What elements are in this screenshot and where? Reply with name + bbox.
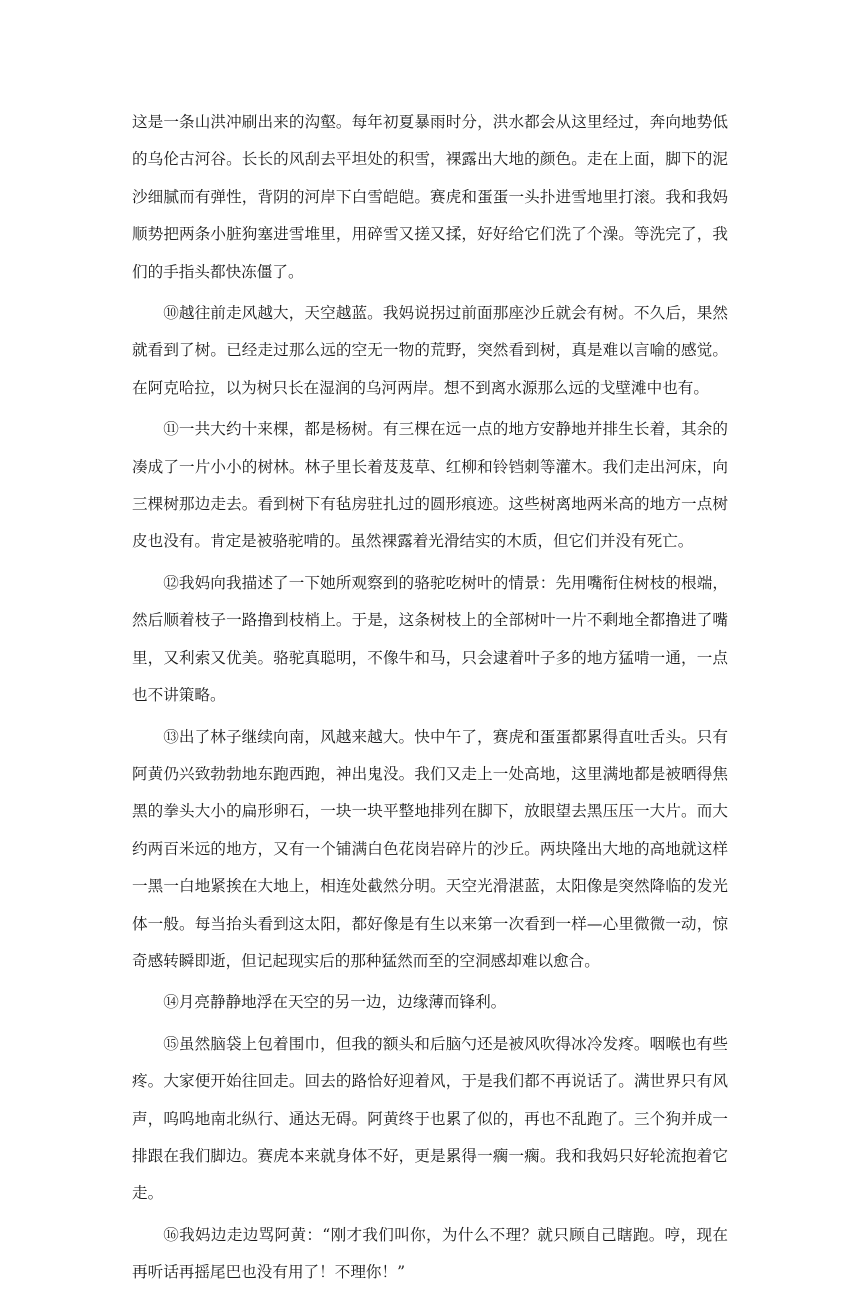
paragraph-14: ⑭月亮静静地浮在天空的另一边，边缘薄而锋利。 (163, 993, 507, 1012)
document-page (132, 104, 728, 1292)
paragraph-11: ⑪一共大约十来棵，都是杨树。有三棵在远一点的地方安静地并排生长着，其余的凑成了一片小小的树林。林子里长着芨芨草、红柳和铃铛刺等灌木。我们走出河床，向三棵树那边走去。看到树下有毡房驻扎过的圆形痕迹。这些树离地两米高的地方一点树皮也没有。肯定是被骆驼啃的。虽然裸露着光滑结实的木质，但它们并没有死亡。 (132, 420, 728, 551)
paragraph-13: ⑬出了林子继续向南，风越来越大。快中午了，赛虎和蛋蛋都累得直吐舌头。只有阿黄仍兴致勃勃地东跑西跑，神出鬼没。我们又走上一处高地，这里满地都是被晒得焦黑的拳头大小的扁形卵石，一块一块平整地排列在脚下，放眼望去黑压压一大片。而大约两百米远的地方，又有一个铺满白色花岗岩碎片的沙丘。两块隆出大地的高地就这样一黑一白地紧挨在大地上，相连处截然分明。天空光滑湛蓝，太阳像是突然降临的发光体一般。每当抬头看到这太阳，都好像是有生以来第一次看到一样—心里微微一动，惊奇感转瞬即逝，但记起现实后的那种猛然而至的空洞感却难以愈合。 (132, 727, 728, 970)
paragraph-15: ⑮虽然脑袋上包着围巾，但我的额头和后脑勺还是被风吹得冰冷发疼。咽喉也有些疼。大家便开始往回走。回去的路恰好迎着风，于是我们都不再说话了。满世界只有风声，呜呜地南北纵行、通达无碍。阿黄终于也累了似的，再也不乱跑了。三个狗并成一排跟在我们脚边。赛虎本来就身体不好，更是累得一瘸一瘸。我和我妈只好轮流抱着它走。 (132, 1034, 728, 1203)
paragraph-9-continuation: 这是一条山洪冲刷出来的沟壑。每年初夏暴雨时分，洪水都会从这里经过，奔向地势低的乌伦古河谷。长长的风刮去平坦处的积雪，裸露出大地的颜色。走在上面，脚下的泥沙细腻而有弹性，背阴的河岸下白雪皑皑。赛虎和蛋蛋一头扑进雪地里打滚。我和我妈顺势把两条小脏狗塞进雪堆里，用碎雪又搓又揉，好好给它们洗了个澡。等洗完了，我们的手指头都快冻僵了。 (132, 113, 728, 281)
paragraph-16: ⑯我妈边走边骂阿黄：“刚才我们叫你，为什么不理？就只顾自己瞎跑。哼，现在再听话再摇尾巴也没有用了！不理你！” (132, 1225, 728, 1282)
paragraph-10: ⑩越往前走风越大，天空越蓝。我妈说拐过前面那座沙丘就会有树。不久后，果然就看到了树。已经走过那么远的空无一物的荒野，突然看到树，真是难以言喻的感觉。在阿克哈拉，以为树只长在湿润的乌河两岸。想不到离水源那么远的戈壁滩中也有。 (132, 304, 728, 397)
paragraph-12: ⑫我妈向我描述了一下她所观察到的骆驼吃树叶的情景：先用嘴衔住树枝的根端，然后顺着枝子一路撸到枝梢上。于是，这条树枝上的全部树叶一片不剩地全都撸进了嘴里，又利索又优美。骆驼真聪明，不像牛和马，只会逮着叶子多的地方猛啃一通，一点也不讲策略。 (132, 573, 728, 705)
